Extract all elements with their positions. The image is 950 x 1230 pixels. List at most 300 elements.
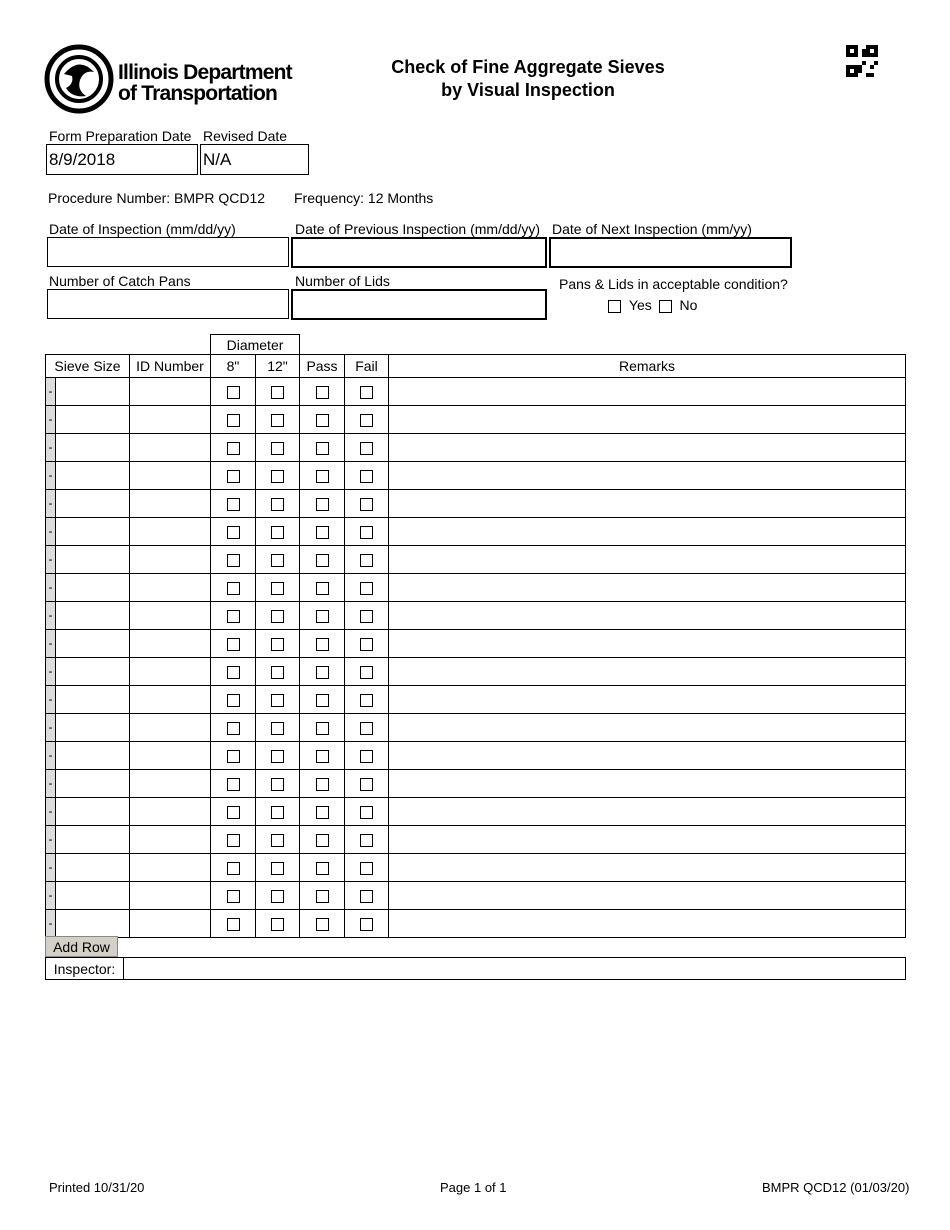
sieve-size-cell[interactable]	[46, 518, 130, 546]
fail-checkbox-cell	[345, 378, 389, 406]
fail-checkbox-cell	[345, 686, 389, 714]
pass-checkbox-cell	[300, 910, 345, 938]
sieve-size-cell[interactable]	[46, 882, 130, 910]
diameter-8-checkbox-cell	[211, 854, 256, 882]
prev-inspection-label: Date of Previous Inspection (mm/dd/yy)	[295, 221, 541, 237]
remarks-cell[interactable]	[389, 882, 906, 910]
table-row	[46, 826, 906, 854]
no-checkbox[interactable]	[659, 300, 672, 313]
diameter-8-checkbox[interactable]	[227, 414, 240, 427]
remove-row-button[interactable]: -	[46, 770, 56, 797]
remove-row-button[interactable]: -	[46, 574, 56, 601]
diameter-12-checkbox[interactable]	[271, 386, 284, 399]
remove-row-button[interactable]: -	[46, 798, 56, 825]
col-pass: Pass	[300, 355, 345, 378]
table-row	[46, 714, 906, 742]
pass-checkbox-cell	[300, 602, 345, 630]
sieve-size-cell[interactable]	[46, 798, 130, 826]
id-number-cell[interactable]	[130, 658, 211, 686]
sieve-table	[45, 354, 906, 938]
fail-checkbox-cell	[345, 406, 389, 434]
condition-question: Pans & Lids in acceptable condition?	[559, 276, 788, 292]
prep-date-field[interactable]: 8/9/2018	[46, 144, 198, 175]
col-remarks: Remarks	[389, 355, 906, 378]
id-number-cell[interactable]	[130, 406, 211, 434]
diameter-8-checkbox[interactable]	[227, 498, 240, 511]
sieve-size-cell[interactable]	[46, 910, 130, 938]
condition-options	[608, 297, 697, 313]
lids-field[interactable]	[291, 289, 547, 320]
fail-checkbox-cell	[345, 658, 389, 686]
remove-row-button[interactable]: -	[46, 658, 56, 685]
pass-checkbox-cell	[300, 574, 345, 602]
fail-checkbox[interactable]	[360, 554, 373, 567]
diameter-12-checkbox-cell	[256, 770, 300, 798]
diameter-12-checkbox[interactable]	[271, 806, 284, 819]
fail-checkbox-cell	[345, 742, 389, 770]
pass-checkbox-cell	[300, 882, 345, 910]
id-number-cell[interactable]	[130, 742, 211, 770]
remarks-cell[interactable]	[389, 742, 906, 770]
remarks-cell[interactable]	[389, 714, 906, 742]
title-line-2: by Visual Inspection	[441, 80, 615, 100]
diameter-12-checkbox[interactable]	[271, 610, 284, 623]
fail-checkbox[interactable]	[360, 442, 373, 455]
table-row	[46, 602, 906, 630]
id-number-cell[interactable]	[130, 518, 211, 546]
table-row	[46, 882, 906, 910]
diameter-8-checkbox-cell	[211, 686, 256, 714]
table-row	[46, 406, 906, 434]
fail-checkbox-cell	[345, 434, 389, 462]
remove-row-button[interactable]: -	[46, 630, 56, 657]
fail-checkbox[interactable]	[360, 638, 373, 651]
fail-checkbox[interactable]	[360, 750, 373, 763]
prev-inspection-field[interactable]	[291, 237, 547, 268]
remove-row-button[interactable]: -	[46, 602, 56, 629]
pass-checkbox[interactable]	[316, 554, 329, 567]
pass-checkbox-cell	[300, 490, 345, 518]
table-row	[46, 378, 906, 406]
id-number-cell[interactable]	[130, 602, 211, 630]
diameter-12-checkbox-cell	[256, 742, 300, 770]
diameter-8-checkbox[interactable]	[227, 722, 240, 735]
col-sieve-size: Sieve Size	[46, 355, 130, 378]
pass-checkbox-cell	[300, 434, 345, 462]
next-inspection-field[interactable]	[549, 237, 792, 268]
catch-pans-field[interactable]	[47, 289, 289, 319]
next-inspection-label: Date of Next Inspection (mm/yy)	[552, 221, 752, 237]
fail-checkbox[interactable]	[360, 470, 373, 483]
pass-checkbox-cell	[300, 630, 345, 658]
fail-checkbox[interactable]	[360, 694, 373, 707]
diameter-8-checkbox-cell	[211, 910, 256, 938]
diameter-8-checkbox-cell	[211, 882, 256, 910]
pass-checkbox-cell	[300, 462, 345, 490]
pass-checkbox-cell	[300, 798, 345, 826]
remove-row-button[interactable]: -	[46, 406, 56, 433]
table-row	[46, 630, 906, 658]
diameter-8-checkbox-cell	[211, 798, 256, 826]
remove-row-button[interactable]: -	[46, 854, 56, 881]
diameter-8-checkbox[interactable]	[227, 862, 240, 875]
diameter-12-checkbox[interactable]	[271, 666, 284, 679]
form-title	[330, 56, 726, 102]
sieve-size-cell[interactable]	[46, 574, 130, 602]
table-row	[46, 658, 906, 686]
fail-checkbox-cell	[345, 714, 389, 742]
id-number-cell[interactable]	[130, 910, 211, 938]
diameter-12-checkbox[interactable]	[271, 890, 284, 903]
remarks-cell[interactable]	[389, 490, 906, 518]
table-row	[46, 462, 906, 490]
sieve-size-cell[interactable]	[46, 770, 130, 798]
diameter-12-checkbox[interactable]	[271, 778, 284, 791]
table-row	[46, 574, 906, 602]
logo-line-2: of Transportation	[118, 82, 278, 105]
remove-row-button[interactable]: -	[46, 378, 56, 405]
procedure-number: Procedure Number: BMPR QCD12	[48, 190, 266, 206]
sieve-size-cell[interactable]	[46, 854, 130, 882]
fail-checkbox[interactable]	[360, 582, 373, 595]
diameter-12-checkbox[interactable]	[271, 442, 284, 455]
lids-label: Number of Lids	[295, 273, 390, 289]
inspection-date-field[interactable]	[47, 237, 289, 267]
pass-checkbox[interactable]	[316, 862, 329, 875]
pass-checkbox[interactable]	[316, 778, 329, 791]
fail-checkbox[interactable]	[360, 862, 373, 875]
pass-checkbox[interactable]	[316, 834, 329, 847]
inspection-date-label: Date of Inspection (mm/dd/yy)	[49, 221, 236, 237]
diameter-8-checkbox[interactable]	[227, 610, 240, 623]
diameter-12-checkbox[interactable]	[271, 498, 284, 511]
col-id-number: ID Number	[130, 355, 211, 378]
sieve-size-cell[interactable]	[46, 490, 130, 518]
diameter-12-checkbox[interactable]	[271, 722, 284, 735]
inspector-label: Inspector:	[45, 957, 124, 980]
pass-checkbox[interactable]	[316, 470, 329, 483]
revised-date-label: Revised Date	[203, 128, 288, 144]
remove-row-button[interactable]: -	[46, 742, 56, 769]
pass-checkbox[interactable]	[316, 890, 329, 903]
fail-checkbox[interactable]	[360, 386, 373, 399]
pass-checkbox-cell	[300, 518, 345, 546]
sieve-size-cell[interactable]	[46, 462, 130, 490]
diameter-8-checkbox[interactable]	[227, 554, 240, 567]
fail-checkbox-cell	[345, 490, 389, 518]
diameter-12-checkbox-cell	[256, 630, 300, 658]
fail-checkbox[interactable]	[360, 918, 373, 931]
pass-checkbox-cell	[300, 406, 345, 434]
id-number-cell[interactable]	[130, 882, 211, 910]
pass-checkbox-cell	[300, 546, 345, 574]
pass-checkbox[interactable]	[316, 414, 329, 427]
sieve-size-cell[interactable]	[46, 434, 130, 462]
pass-checkbox[interactable]	[316, 386, 329, 399]
table-header-row	[46, 355, 906, 378]
table-row	[46, 490, 906, 518]
id-number-cell[interactable]	[130, 462, 211, 490]
diameter-8-checkbox[interactable]	[227, 582, 240, 595]
remarks-cell[interactable]	[389, 854, 906, 882]
diameter-12-checkbox-cell	[256, 462, 300, 490]
catch-pans-label: Number of Catch Pans	[49, 273, 191, 289]
diameter-8-checkbox[interactable]	[227, 834, 240, 847]
id-number-cell[interactable]	[130, 714, 211, 742]
pass-checkbox[interactable]	[316, 526, 329, 539]
pass-checkbox[interactable]	[316, 638, 329, 651]
diameter-8-checkbox-cell	[211, 462, 256, 490]
remarks-cell[interactable]	[389, 574, 906, 602]
pass-checkbox-cell	[300, 742, 345, 770]
diameter-12-checkbox[interactable]	[271, 862, 284, 875]
fail-checkbox-cell	[345, 910, 389, 938]
no-label: No	[679, 297, 698, 313]
diameter-12-checkbox[interactable]	[271, 526, 284, 539]
remove-row-button[interactable]: -	[46, 434, 56, 461]
table-row	[46, 742, 906, 770]
diameter-12-checkbox[interactable]	[271, 554, 284, 567]
inspector-field[interactable]	[123, 957, 906, 980]
diameter-12-checkbox-cell	[256, 518, 300, 546]
pass-checkbox[interactable]	[316, 442, 329, 455]
remove-row-button[interactable]: -	[46, 714, 56, 741]
diameter-header: Diameter	[210, 334, 300, 355]
pass-checkbox[interactable]	[316, 582, 329, 595]
sieve-size-cell[interactable]	[46, 686, 130, 714]
id-number-cell[interactable]	[130, 490, 211, 518]
fail-checkbox[interactable]	[360, 526, 373, 539]
diameter-12-checkbox-cell	[256, 658, 300, 686]
diameter-8-checkbox-cell	[211, 546, 256, 574]
sieve-size-cell[interactable]	[46, 546, 130, 574]
id-number-cell[interactable]	[130, 826, 211, 854]
col-diameter-12: 12"	[256, 355, 300, 378]
table-row	[46, 434, 906, 462]
page-number: Page 1 of 1	[440, 1180, 507, 1195]
diameter-12-checkbox-cell	[256, 826, 300, 854]
remarks-cell[interactable]	[389, 686, 906, 714]
pass-checkbox[interactable]	[316, 666, 329, 679]
form-id: BMPR QCD12 (01/03/20)	[762, 1180, 910, 1195]
fail-checkbox[interactable]	[360, 722, 373, 735]
id-number-cell[interactable]	[130, 434, 211, 462]
remove-row-button[interactable]: -	[46, 462, 56, 489]
sieve-size-cell[interactable]	[46, 714, 130, 742]
fail-checkbox-cell	[345, 546, 389, 574]
fail-checkbox-cell	[345, 770, 389, 798]
diameter-12-checkbox-cell	[256, 546, 300, 574]
diameter-8-checkbox[interactable]	[227, 778, 240, 791]
diameter-8-checkbox[interactable]	[227, 666, 240, 679]
pass-checkbox-cell	[300, 658, 345, 686]
pass-checkbox[interactable]	[316, 498, 329, 511]
diameter-12-checkbox[interactable]	[271, 582, 284, 595]
remarks-cell[interactable]	[389, 518, 906, 546]
remarks-cell[interactable]	[389, 378, 906, 406]
id-number-cell[interactable]	[130, 574, 211, 602]
remove-row-button[interactable]: -	[46, 826, 56, 853]
diameter-12-checkbox[interactable]	[271, 638, 284, 651]
fail-checkbox-cell	[345, 826, 389, 854]
remove-row-button[interactable]: -	[46, 882, 56, 909]
diameter-8-checkbox-cell	[211, 518, 256, 546]
col-diameter-8: 8"	[211, 355, 256, 378]
add-row-button[interactable]: Add Row	[45, 936, 118, 957]
diameter-8-checkbox-cell	[211, 630, 256, 658]
pass-checkbox[interactable]	[316, 750, 329, 763]
diameter-12-checkbox[interactable]	[271, 694, 284, 707]
pass-checkbox-cell	[300, 854, 345, 882]
diameter-8-checkbox-cell	[211, 602, 256, 630]
remove-row-button[interactable]: -	[46, 490, 56, 517]
remarks-cell[interactable]	[389, 434, 906, 462]
pass-checkbox-cell	[300, 378, 345, 406]
diameter-12-checkbox[interactable]	[271, 750, 284, 763]
logo-line-1: Illinois Department	[118, 61, 292, 84]
fail-checkbox-cell	[345, 462, 389, 490]
remarks-cell[interactable]	[389, 602, 906, 630]
sieve-size-cell[interactable]	[46, 406, 130, 434]
fail-checkbox-cell	[345, 882, 389, 910]
table-row	[46, 854, 906, 882]
pass-checkbox[interactable]	[316, 918, 329, 931]
fail-checkbox-cell	[345, 602, 389, 630]
diameter-12-checkbox-cell	[256, 882, 300, 910]
fail-checkbox[interactable]	[360, 610, 373, 623]
diameter-8-checkbox-cell	[211, 770, 256, 798]
remove-row-button[interactable]: -	[46, 910, 56, 937]
revised-date-field[interactable]: N/A	[200, 144, 309, 175]
pass-checkbox[interactable]	[316, 806, 329, 819]
fail-checkbox-cell	[345, 798, 389, 826]
pass-checkbox[interactable]	[316, 610, 329, 623]
diameter-12-checkbox-cell	[256, 686, 300, 714]
id-number-cell[interactable]	[130, 630, 211, 658]
remarks-cell[interactable]	[389, 462, 906, 490]
remarks-cell[interactable]	[389, 658, 906, 686]
diameter-8-checkbox[interactable]	[227, 918, 240, 931]
remarks-cell[interactable]	[389, 826, 906, 854]
id-number-cell[interactable]	[130, 854, 211, 882]
pass-checkbox-cell	[300, 826, 345, 854]
fail-checkbox[interactable]	[360, 778, 373, 791]
diameter-12-checkbox[interactable]	[271, 470, 284, 483]
sieve-size-cell[interactable]	[46, 742, 130, 770]
frequency: Frequency: 12 Months	[294, 190, 434, 206]
diameter-12-checkbox[interactable]	[271, 834, 284, 847]
pass-checkbox-cell	[300, 686, 345, 714]
remarks-cell[interactable]	[389, 910, 906, 938]
diameter-8-checkbox[interactable]	[227, 470, 240, 483]
id-number-cell[interactable]	[130, 378, 211, 406]
pass-checkbox-cell	[300, 770, 345, 798]
diameter-8-checkbox[interactable]	[227, 750, 240, 763]
remarks-cell[interactable]	[389, 798, 906, 826]
diameter-12-checkbox-cell	[256, 714, 300, 742]
remove-row-button[interactable]: -	[46, 518, 56, 545]
diameter-12-checkbox-cell	[256, 854, 300, 882]
diameter-8-checkbox[interactable]	[227, 442, 240, 455]
diameter-8-checkbox[interactable]	[227, 694, 240, 707]
remarks-cell[interactable]	[389, 546, 906, 574]
table-row	[46, 910, 906, 938]
remarks-cell[interactable]	[389, 406, 906, 434]
pass-checkbox[interactable]	[316, 694, 329, 707]
idot-emblem-icon	[44, 44, 114, 114]
fail-checkbox-cell	[345, 854, 389, 882]
diameter-8-checkbox[interactable]	[227, 526, 240, 539]
diameter-12-checkbox[interactable]	[271, 918, 284, 931]
diameter-8-checkbox[interactable]	[227, 806, 240, 819]
fail-checkbox[interactable]	[360, 498, 373, 511]
diameter-8-checkbox-cell	[211, 490, 256, 518]
diameter-12-checkbox-cell	[256, 490, 300, 518]
fail-checkbox-cell	[345, 630, 389, 658]
fail-checkbox[interactable]	[360, 806, 373, 819]
id-number-cell[interactable]	[130, 686, 211, 714]
diameter-8-checkbox[interactable]	[227, 386, 240, 399]
id-number-cell[interactable]	[130, 798, 211, 826]
diameter-12-checkbox-cell	[256, 910, 300, 938]
fail-checkbox-cell	[345, 518, 389, 546]
table-row	[46, 770, 906, 798]
diameter-8-checkbox[interactable]	[227, 890, 240, 903]
yes-label: Yes	[628, 297, 652, 313]
id-number-cell[interactable]	[130, 546, 211, 574]
sieve-size-cell[interactable]	[46, 602, 130, 630]
diameter-8-checkbox-cell	[211, 406, 256, 434]
printed-date: Printed 10/31/20	[49, 1180, 145, 1195]
sieve-size-cell[interactable]	[46, 630, 130, 658]
title-line-1: Check of Fine Aggregate Sieves	[391, 57, 665, 77]
sieve-size-cell[interactable]	[46, 658, 130, 686]
diameter-12-checkbox-cell	[256, 378, 300, 406]
diameter-12-checkbox-cell	[256, 406, 300, 434]
table-row	[46, 546, 906, 574]
diameter-8-checkbox-cell	[211, 658, 256, 686]
remove-row-button[interactable]: -	[46, 546, 56, 573]
table-row	[46, 518, 906, 546]
fail-checkbox[interactable]	[360, 890, 373, 903]
diameter-12-checkbox-cell	[256, 798, 300, 826]
sieve-size-cell[interactable]	[46, 378, 130, 406]
qr-code-icon	[846, 45, 878, 77]
remove-row-button[interactable]: -	[46, 686, 56, 713]
id-number-cell[interactable]	[130, 770, 211, 798]
diameter-8-checkbox-cell	[211, 714, 256, 742]
fail-checkbox[interactable]	[360, 666, 373, 679]
yes-checkbox[interactable]	[608, 300, 621, 313]
diameter-8-checkbox-cell	[211, 742, 256, 770]
diameter-8-checkbox-cell	[211, 574, 256, 602]
remarks-cell[interactable]	[389, 770, 906, 798]
fail-checkbox[interactable]	[360, 414, 373, 427]
diameter-8-checkbox-cell	[211, 378, 256, 406]
table-row	[46, 686, 906, 714]
fail-checkbox-cell	[345, 574, 389, 602]
pass-checkbox[interactable]	[316, 722, 329, 735]
sieve-size-cell[interactable]	[46, 826, 130, 854]
remarks-cell[interactable]	[389, 630, 906, 658]
pass-checkbox-cell	[300, 714, 345, 742]
fail-checkbox[interactable]	[360, 834, 373, 847]
table-row	[46, 798, 906, 826]
diameter-12-checkbox[interactable]	[271, 414, 284, 427]
diameter-12-checkbox-cell	[256, 574, 300, 602]
diameter-8-checkbox[interactable]	[227, 638, 240, 651]
diameter-12-checkbox-cell	[256, 602, 300, 630]
